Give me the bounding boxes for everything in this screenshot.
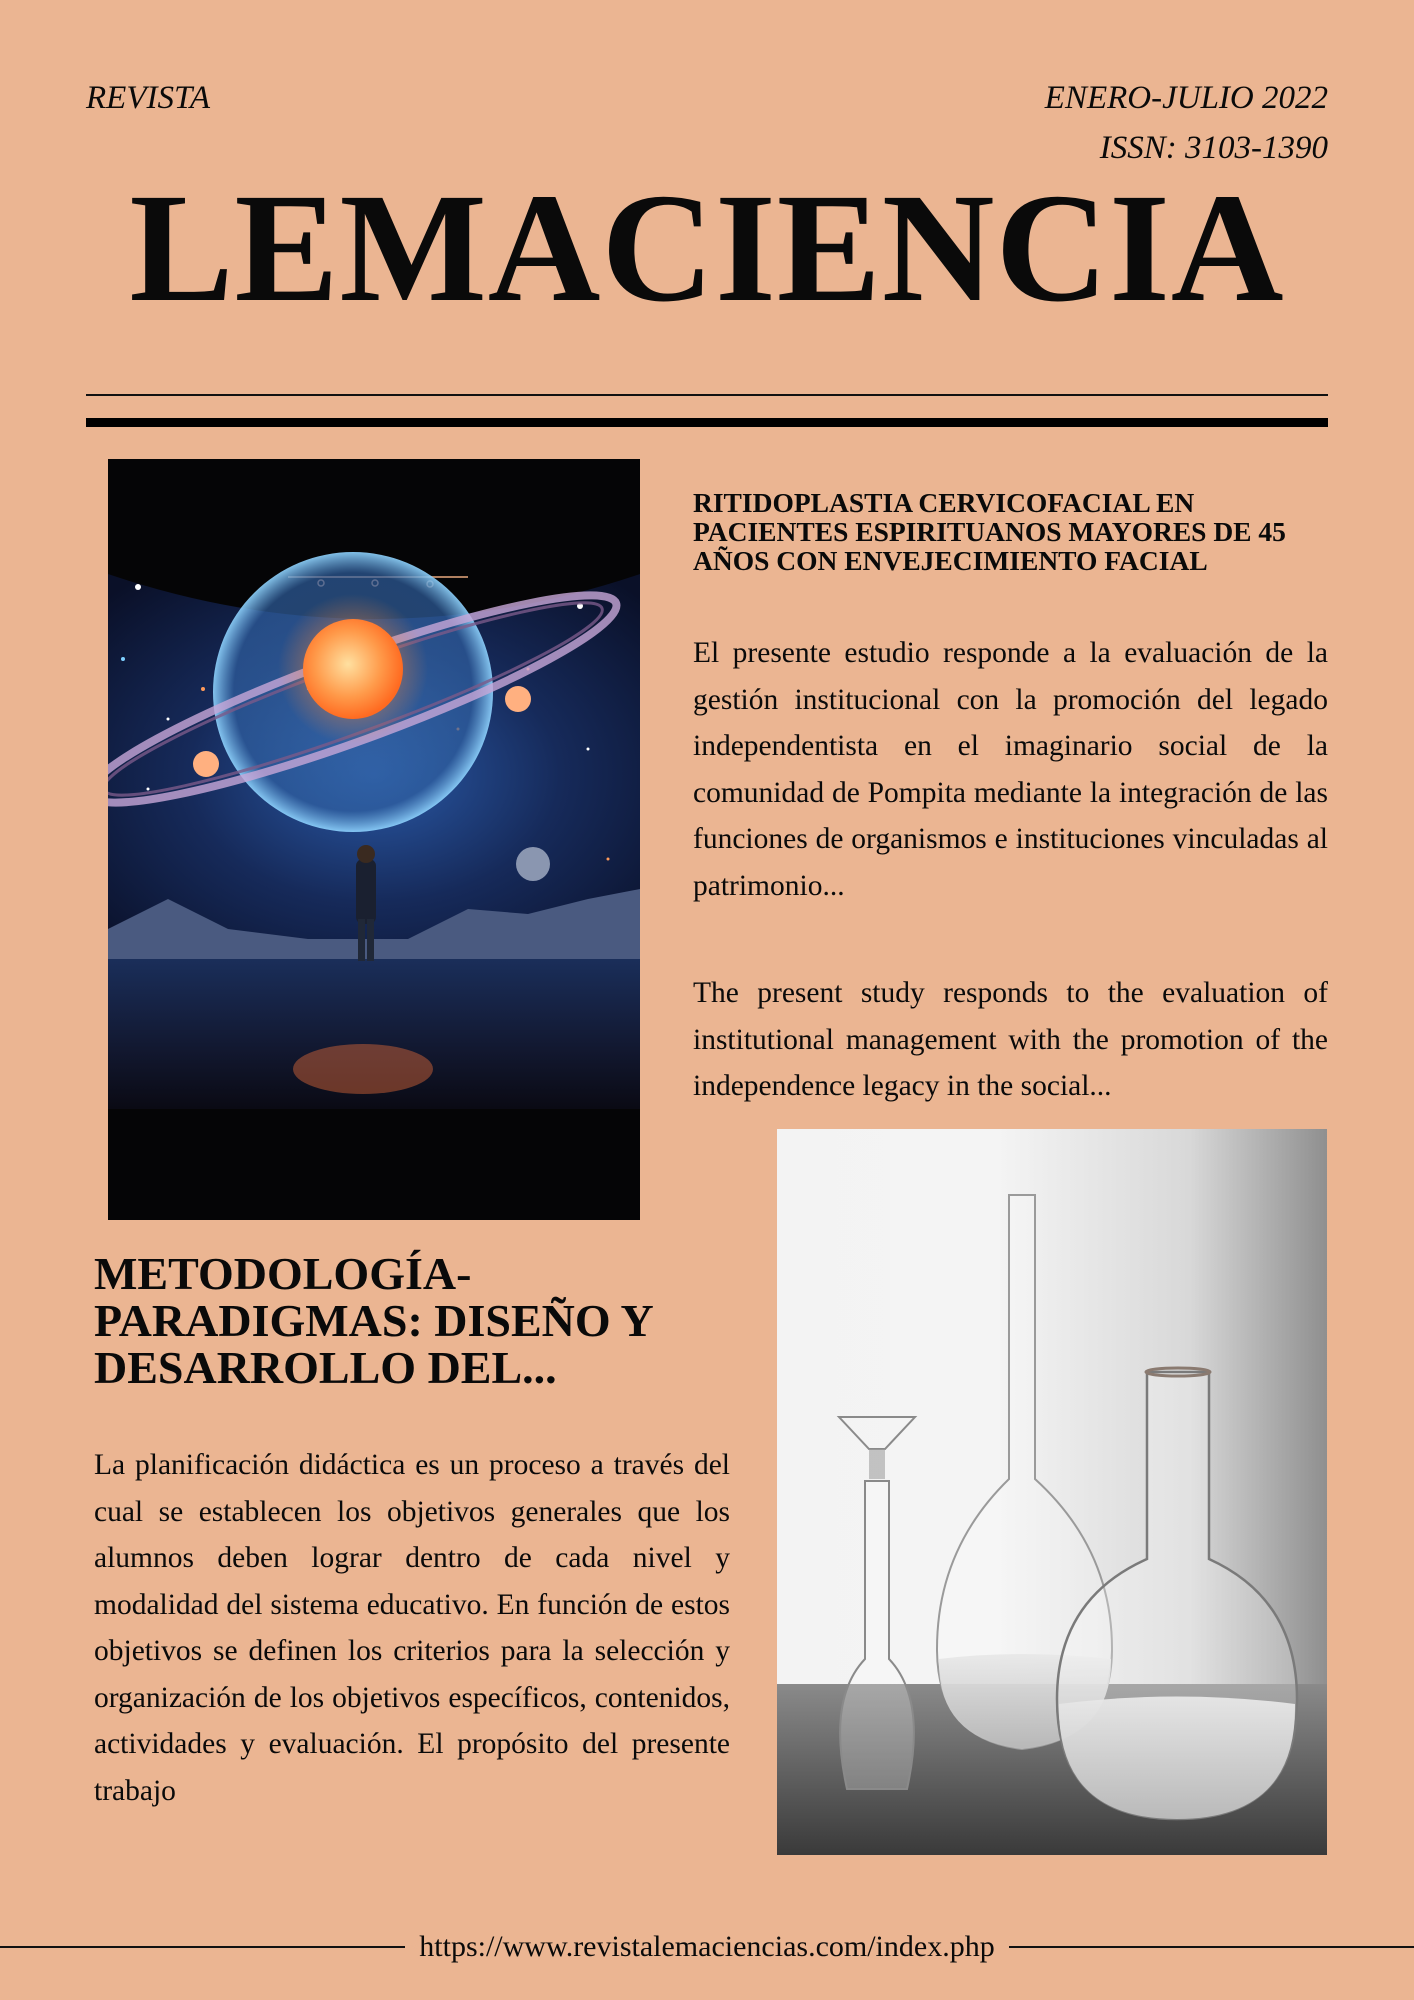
space-scene-icon [108,459,640,1220]
cover-image-space-scene [108,459,640,1220]
magazine-label: REVISTA [86,80,211,116]
lab-image-flasks [777,1129,1327,1855]
footer-rule-right [1009,1946,1414,1948]
flasks-icon [777,1129,1327,1855]
article-2-body: La planificación didáctica es un proceso a través del cual se establecen los objetivos generales que los alumnos deben lograr dentro de cada nivel y modalidad del sistema educativo. En función de estos objetivos se definen los criterios para la selección y organización de los objetivos específicos, contenidos, actividades y evaluación. El propósito del presente trabajo [94,1449,730,1807]
header-divider-thin [86,394,1328,396]
masthead-title: LEMACIENCIA [129,161,1285,334]
header-divider-thick [86,418,1328,427]
article-1-abstract-spanish: El presente estudio responde a la evaluación de la gestión institucional con la promoción del legado independentista en el imaginario social de la comunidad de Pompita mediante la integración de las funciones de organismos e instituciones vinculadas al patrimonio... [693,637,1328,902]
footer-url-link[interactable]: https://www.revistalemaciencias.com/index.php [419,1930,995,1963]
article-2-title[interactable]: METODOLOGÍA-PARADIGMAS: DISEÑO Y DESARROLLO DEL... [94,1248,652,1393]
issue-period: ENERO-JULIO 2022 [1044,80,1328,116]
article-1-title[interactable]: RITIDOPLASTIA CERVICOFACIAL EN PACIENTES ESPIRITUANOS MAYORES DE 45 AÑOS CON ENVEJECIMIENTO FACIAL [693,487,1286,576]
footer [0,1927,1414,1967]
footer-rule-left [0,1946,405,1948]
article-1-abstract-english: The present study responds to the evaluation of institutional management with the promotion of the independence legacy in the social... [693,977,1328,1102]
issn-number: ISSN: 3103-1390 [1099,130,1328,166]
